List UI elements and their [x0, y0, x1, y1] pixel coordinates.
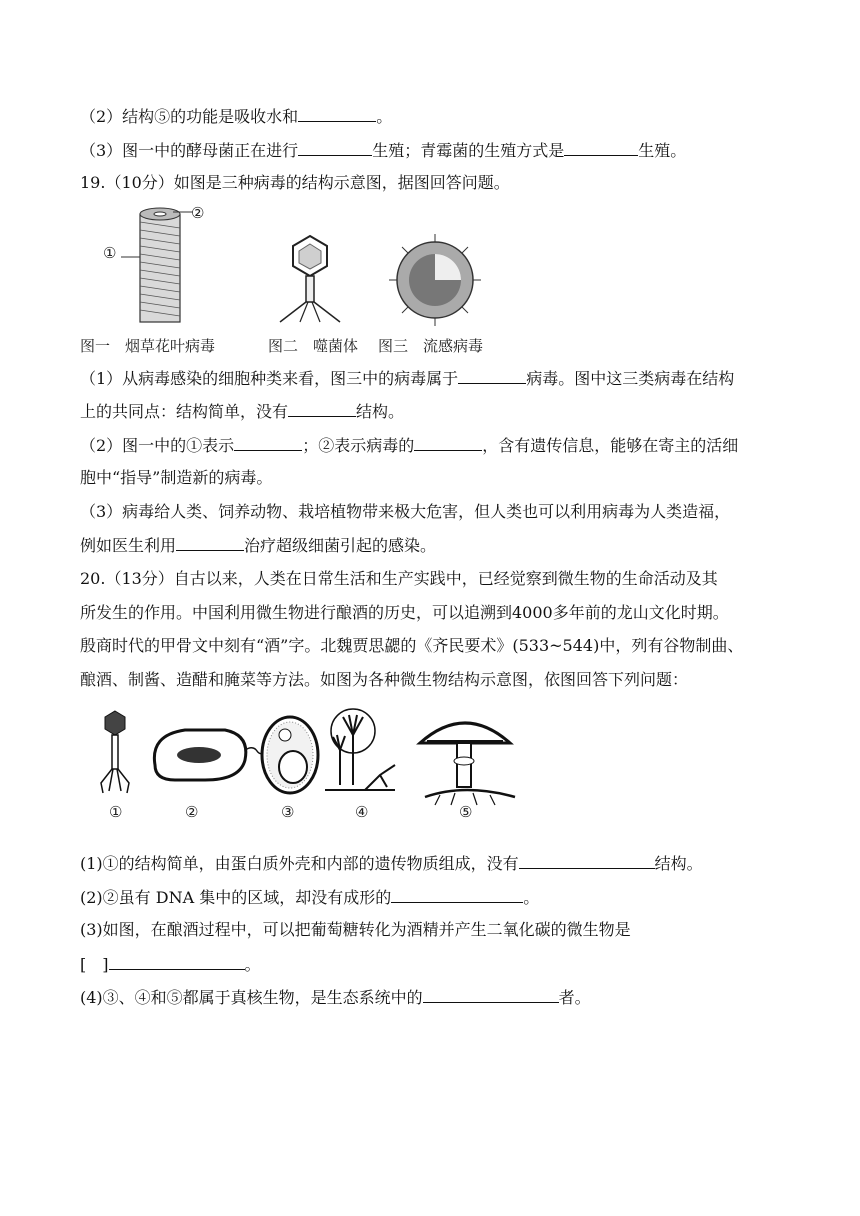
caption-tobacco-mosaic-virus: 图一 烟草花叶病毒	[80, 337, 216, 355]
caption-influenza-virus: 图三 流感病毒	[378, 337, 484, 355]
figure-label-5: ⑤	[459, 803, 473, 821]
q19-part2-line1: （2）图一中的①表示 ；②表示病毒的 ，含有遗传信息，能够在寄主的活细	[80, 436, 739, 455]
q19-part1-line1: （1）从病毒感染的细胞种类来看，图三中的病毒属于 病毒。图中这三类病毒在结构	[80, 369, 735, 388]
bacteriophage-image	[280, 236, 340, 322]
q19-stem: 19.（10分）如图是三种病毒的结构示意图，据图回答问题。	[80, 173, 510, 192]
answer-blank[interactable]	[288, 400, 356, 417]
q20-part3-line1: (3)如图，在酿酒过程中，可以把葡萄糖转化为酒精并产生二氧化碳的微生物是	[80, 920, 631, 939]
answer-blank[interactable]	[298, 139, 372, 156]
answer-blank[interactable]	[564, 139, 638, 156]
q19-part2-line2: 胞中“指导”制造新的病毒。	[80, 468, 273, 487]
q20-part1: (1)①的结构简单，由蛋白质外壳和内部的遗传物质组成，没有 结构。	[80, 854, 703, 873]
virus-label-2: ②	[191, 204, 205, 222]
penicillium-image	[325, 709, 395, 790]
q20-stem-line1: 20.（13分）自古以来，人类在日常生活和生产实践中，已经觉察到微生物的生命活动及其	[80, 569, 718, 588]
q20-part2: (2)②虽有 DNA 集中的区域，却没有成形的 。	[80, 888, 540, 907]
q19-part3-line1: （3）病毒给人类、饲养动物、栽培植物带来极大危害，但人类也可以利用病毒为人类造福，	[80, 502, 731, 521]
answer-blank[interactable]	[414, 434, 482, 451]
answer-blank[interactable]	[298, 105, 376, 122]
answer-blank[interactable]	[109, 953, 245, 970]
answer-blank[interactable]	[458, 367, 526, 384]
figure-label-2: ②	[185, 803, 199, 821]
phage-image	[101, 711, 129, 793]
q19-virus-figure	[95, 202, 515, 332]
figure-label-1: ①	[109, 803, 123, 821]
virus-label-1: ①	[103, 244, 117, 262]
q20-stem-line4: 酿酒、制酱、造醋和腌菜等方法。如图为各种微生物结构示意图，依图回答下列问题：	[80, 670, 689, 689]
q18-part2: （2）结构⑤的功能是吸收水和 。	[80, 107, 393, 126]
q20-stem-line2: 所发生的作用。中国利用微生物进行酿酒的历史，可以追溯到4000多年前的龙山文化时期。	[80, 603, 729, 622]
answer-bracket[interactable]: [ ]	[80, 955, 109, 974]
q20-part4: (4)③、④和⑤都属于真核生物，是生态系统中的 者。	[80, 988, 591, 1007]
tobacco-mosaic-virus-image	[121, 208, 193, 322]
answer-blank[interactable]	[391, 886, 523, 903]
answer-blank[interactable]	[176, 534, 244, 551]
answer-blank[interactable]	[519, 852, 655, 869]
bacterium-image	[154, 730, 267, 780]
influenza-virus-image	[389, 234, 481, 326]
q20-part3-line2: [ ] 。	[80, 955, 261, 974]
q20-stem-line3: 殷商时代的甲骨文中刻有“酒”字。北魏贾思勰的《齐民要术》(533~544)中，列有谷物制曲、	[80, 636, 744, 655]
answer-blank[interactable]	[423, 986, 559, 1003]
figure-label-3: ③	[281, 803, 295, 821]
mushroom-image	[420, 723, 515, 805]
q19-part3-line2: 例如医生利用 治疗超级细菌引起的感染。	[80, 536, 437, 555]
yeast-cell-image	[262, 717, 318, 793]
answer-blank[interactable]	[234, 434, 302, 451]
figure-label-4: ④	[355, 803, 369, 821]
q18-part3: （3）图一中的酵母菌正在进行 生殖；青霉菌的生殖方式是 生殖。	[80, 141, 687, 160]
q19-part1-line2: 上的共同点：结构简单，没有 结构。	[80, 402, 405, 421]
caption-bacteriophage: 图二 噬菌体	[268, 337, 359, 355]
